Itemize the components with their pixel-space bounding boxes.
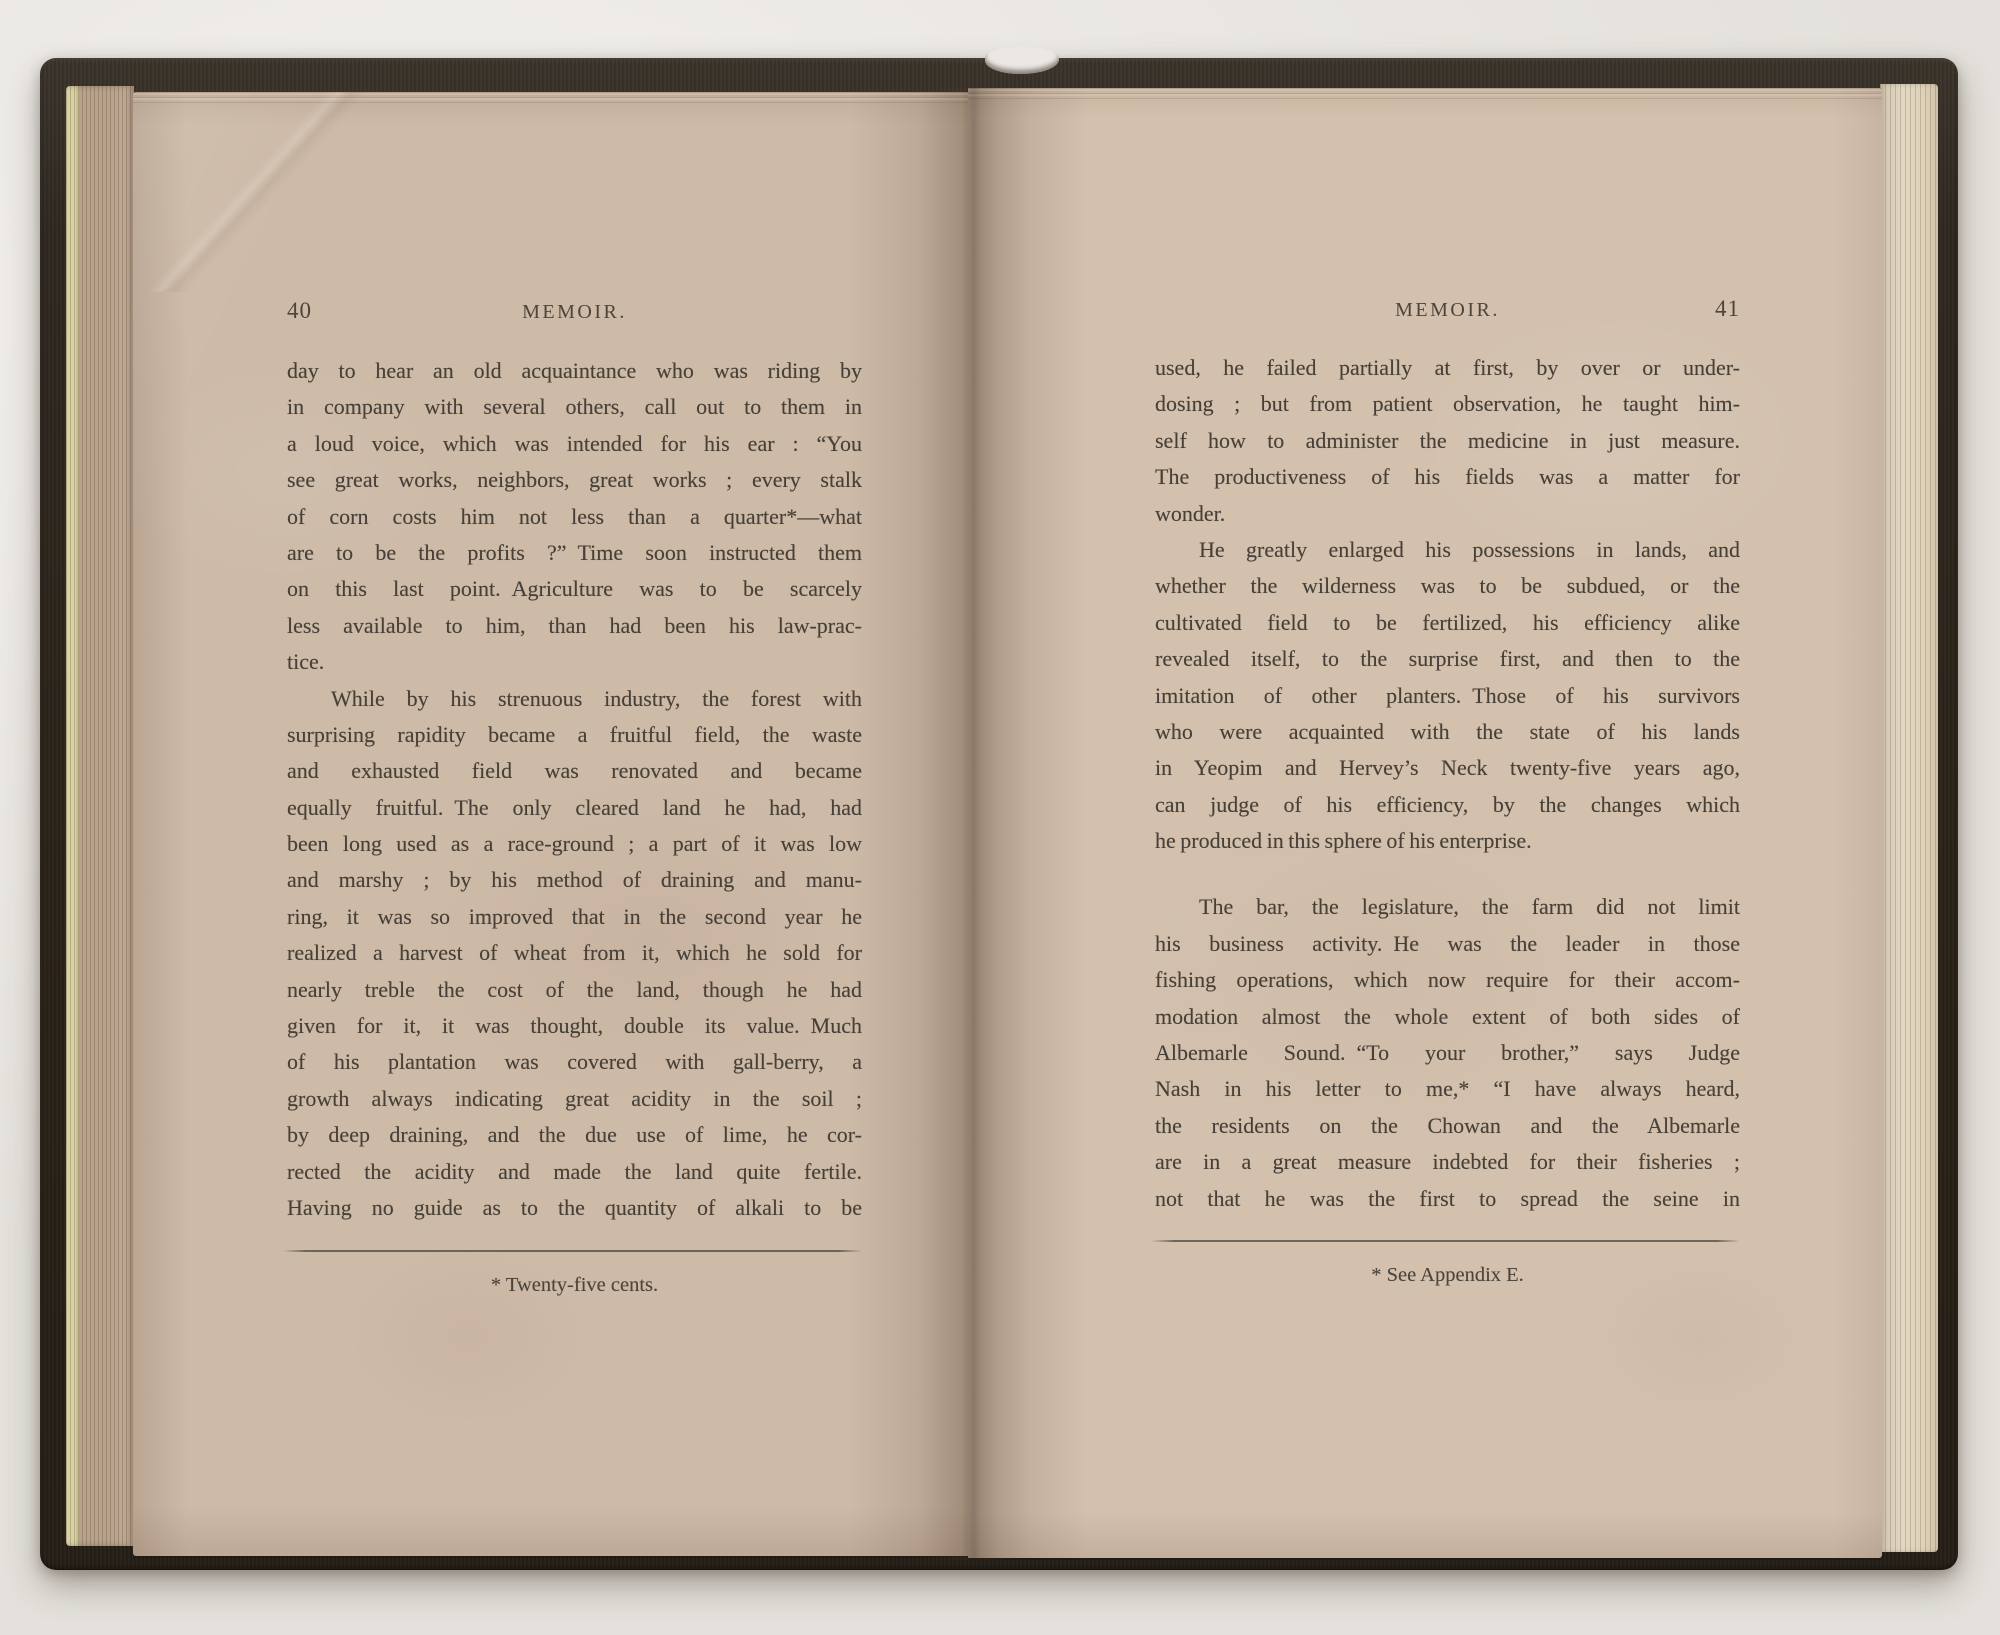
right-page-header <box>1155 296 1740 322</box>
text-line: less available to him, than had been his law-prac- <box>287 612 862 638</box>
text-line: the residents on the Chowan and the Albemarle <box>1155 1112 1740 1138</box>
text-line: he produced in this sphere of his enterprise. <box>1155 828 1532 854</box>
text-line: in company with several others, call out to them in <box>287 394 862 420</box>
text-line: Nash in his letter to me,* “I have always heard, <box>1155 1076 1740 1102</box>
text-line: and exhausted field was renovated and became <box>287 758 862 784</box>
text-line: equally fruitful. The only cleared land he had, had <box>287 794 862 820</box>
running-header-right: MEMOIR. <box>1395 299 1500 321</box>
text-line: of corn costs him not less than a quarter*—what <box>287 503 862 529</box>
text-line: can judge of his efficiency, by the changes which <box>1155 791 1740 817</box>
footnote-rule-left <box>283 1250 862 1252</box>
text-line: modation almost the whole extent of both sides of <box>1155 1003 1740 1029</box>
text-line: been long used as a race-ground ; a part of it was low <box>287 831 862 857</box>
page-stack-edge-right <box>1880 84 1938 1552</box>
page-number-left: 40 <box>287 298 312 323</box>
right-page-text <box>1155 350 1740 1217</box>
text-line: He greatly enlarged his possessions in lands, and <box>1199 536 1740 562</box>
text-line: his business activity. He was the leader in those <box>1155 930 1740 956</box>
left-page-text <box>287 353 862 1226</box>
page-number-right: 41 <box>1715 296 1740 321</box>
text-line: The productiveness of his fields was a matter for <box>1155 464 1740 490</box>
footnote-right: * See Appendix E. <box>1371 1264 1524 1286</box>
text-line: Albemarle Sound. “To your brother,” says Judge <box>1155 1040 1740 1066</box>
text-line: who were acquainted with the state of his lands <box>1155 718 1740 744</box>
text-line: While by his strenuous industry, the forest with <box>331 685 862 711</box>
text-line: tice. <box>287 649 325 675</box>
right-page <box>968 88 1882 1558</box>
text-line: day to hear an old acquaintance who was riding by <box>287 358 862 383</box>
text-line: surprising rapidity became a fruitful field, the waste <box>287 721 862 747</box>
text-line: whether the wilderness was to be subdued, or the <box>1155 573 1740 599</box>
text-line: used, he failed partially at first, by over or under- <box>1155 355 1740 380</box>
footnote-left: * Twenty-five cents. <box>490 1274 659 1296</box>
text-line: The bar, the legislature, the farm did not limit <box>1199 894 1740 920</box>
page-crease <box>133 92 373 292</box>
text-line: not that he was the first to spread the seine in <box>1155 1185 1740 1211</box>
text-line: of his plantation was covered with gall-berry, a <box>287 1049 862 1075</box>
text-line: growth always indicating great acidity in the soil ; <box>287 1085 862 1111</box>
page-stack-edge-left <box>66 86 134 1546</box>
running-header-left: MEMOIR. <box>522 301 627 323</box>
text-line: by deep draining, and the due use of lime, he cor- <box>287 1122 862 1148</box>
text-line: on this last point. Agriculture was to be scarcely <box>287 576 862 602</box>
text-line: fishing operations, which now require for their accom- <box>1155 967 1740 993</box>
text-line: imitation of other planters. Those of his survivors <box>1155 682 1740 708</box>
text-line: revealed itself, to the surprise first, and then to the <box>1155 646 1740 672</box>
text-line: a loud voice, which was intended for his ear : “You <box>287 430 862 456</box>
text-line: ring, it was so improved that in the second year he <box>287 903 862 929</box>
text-line: are in a great measure indebted for their fisheries ; <box>1155 1149 1740 1175</box>
left-page <box>133 92 968 1556</box>
text-line: cultivated field to be fertilized, his efficiency alike <box>1155 609 1740 635</box>
text-line: Having no guide as to the quantity of alkali to be <box>287 1194 862 1220</box>
text-line: self how to administer the medicine in just measure. <box>1155 427 1740 453</box>
text-line: wonder. <box>1155 500 1226 526</box>
text-line: in Yeopim and Hervey’s Neck twenty-five years ago, <box>1155 755 1740 781</box>
left-page-header <box>287 298 862 324</box>
text-line: given for it, it was thought, double its value. Much <box>287 1013 862 1039</box>
text-line: and marshy ; by his method of draining and manu- <box>287 867 862 893</box>
text-line: are to be the profits ?” Time soon instructed them <box>287 539 862 565</box>
text-line: nearly treble the cost of the land, though he had <box>287 976 862 1002</box>
text-line: rected the acidity and made the land quite fertile. <box>287 1158 862 1184</box>
book-cover <box>40 58 1958 1570</box>
text-line: dosing ; but from patient observation, he taught him- <box>1155 391 1740 417</box>
text-line: see great works, neighbors, great works ; every stalk <box>287 467 862 493</box>
gutter-shadow <box>920 88 1030 1560</box>
text-line: realized a harvest of wheat from it, which he sold for <box>287 940 862 966</box>
footnote-rule-right <box>1151 1240 1740 1242</box>
